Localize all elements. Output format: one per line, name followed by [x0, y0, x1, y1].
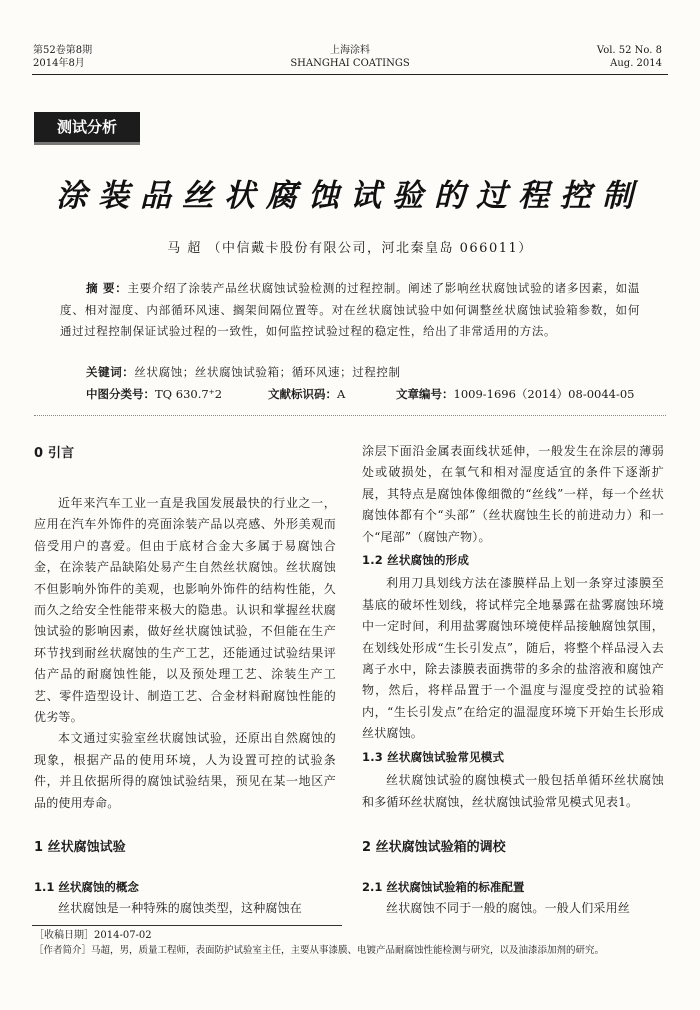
volume-cn: 第52卷第8期 [33, 45, 93, 56]
clc [86, 386, 222, 402]
doc-value: A [337, 387, 346, 401]
section-0-para-1: 近年来汽车工业一直是我国发展最快的行业之一，应用在汽车外饰件的亮面涂装产品以亮感、外形美观而倍受用户的喜爱。但由于底材合金大多属于易腐蚀合金，在涂装产品缺陷处易产生自然丝状腐蚀。丝状腐蚀不但影响外饰件的美观，也影响外饰件的结构性能，久而久之给安全性能带来极大的隐患。认识和掌握丝状腐蚀试验的影响因素，做好丝状腐蚀试验，不但能在生产环节找到耐丝状腐蚀的生产工艺，还能通过试验结果评估产品的耐腐蚀性能，以及预处理工艺、涂装生产工艺、零件造型设计、制造工艺、合金材料耐腐蚀性能的优劣等。 [34, 496, 336, 725]
header-right [597, 44, 662, 70]
date-cn: 2014年8月 [33, 58, 85, 69]
section-0-heading: 0 引言 [34, 446, 75, 461]
section-1-1-para-1: 丝状腐蚀是一种特殊的腐蚀类型，这种腐蚀在 [58, 901, 303, 915]
clc-label: 中图分类号： [86, 387, 155, 401]
volume-en: Vol. 52 No. 8 [596, 45, 662, 56]
section-0-para-2: 本文通过实验室丝状腐蚀试验，还原出自然腐蚀的现象，根据产品的使用环境，人为设置可控的试验条件，并且依据所得的腐蚀试验结果，预见在某一地区产品的使用寿命。 [34, 731, 336, 810]
keywords [86, 364, 401, 380]
journal-en: SHANGHAI COATINGS [290, 58, 410, 69]
article-title: 涂装品丝状腐蚀试验的过程控制 [56, 178, 644, 214]
abstract-text: 主要介绍了涂装产品丝状腐蚀试验检测的过程控制。阐述了影响丝状腐蚀试验的诸多因素，如温度、相对湿度、内部循环风速、搁架间隔位置等。对在丝状腐蚀试验中如何调整丝状腐蚀试验箱参数，如何通过过程控制保证试验过程的一致性，如何监控试验过程的稳定性，给出了非常适用的方法。 [60, 281, 640, 338]
author-line: 马 超 （中信戴卡股份有限公司，河北秦皇岛 066011） [167, 241, 533, 256]
section-1-2-para-1: 利用刀具划线方法在漆膜样品上划一条穿过漆膜至基底的破坏性划线，将试样完全地暴露在盐雾腐蚀环境中一定时间，利用盐雾腐蚀环境使样品接触腐蚀氛围，在划线处形成“生长引发点”，随后，将整个样品浸入去离子水中，除去漆膜表面携带的多余的盐溶液和腐蚀产物，然后，将样品置于一个温度与湿度受控的试验箱内，“生长引发点”在给定的温湿度环境下开始生长形成丝状腐蚀。 [362, 576, 664, 741]
section-2-1-para-1: 丝状腐蚀不同于一般的腐蚀。一般人们采用丝 [386, 901, 631, 915]
author-intro: ［作者简介］马超，男，质量工程师，表面防护试验室主任，主要从事漆膜、电镀产品耐腐蚀性能检测与研究，以及油漆添加剂的研究。 [34, 945, 605, 956]
doc-code [268, 386, 345, 402]
section-2-heading: 2 丝状腐蚀试验箱的调校 [362, 840, 506, 855]
keywords-text: 丝状腐蚀；丝状腐蚀试验箱；循环风速；过程控制 [134, 365, 401, 379]
continued-para: 涂层下面沿金属表面线状延伸，一般发生在涂层的薄弱处或破损处，在氧气和相对湿度适宜的条件下逐渐扩展，其特点是腐蚀体像细微的“丝线”一样，每一个丝状腐蚀体都有个“头部”（丝状腐蚀生长的前进动力）和一个“尾部”（腐蚀产物）。 [362, 444, 664, 544]
clc-value: TQ 630.7⁺2 [155, 387, 223, 401]
section-1-2-heading: 1.2 丝状腐蚀的形成 [362, 553, 470, 568]
art-value: 1009-1696（2014）08-0044-05 [453, 387, 635, 401]
date-en: Aug. 2014 [610, 58, 662, 69]
abstract [60, 278, 640, 343]
footnote-rule [32, 925, 342, 926]
section-tag: 测试分析 [34, 112, 140, 145]
section-1-1-body [34, 898, 336, 919]
section-1-3-para-1: 丝状腐蚀试验的腐蚀模式一般包括单循环丝状腐蚀和多循环丝状腐蚀，丝状腐蚀试验常见模式见表1。 [362, 773, 664, 809]
journal-cn: 上海涂料 [330, 45, 370, 56]
header-center [0, 44, 700, 70]
doc-label: 文献标识码： [268, 387, 337, 401]
section-1-1-heading: 1.1 丝状腐蚀的概念 [34, 880, 139, 894]
section-1-3-heading: 1.3 丝状腐蚀试验常见模式 [362, 749, 505, 764]
header-rule [32, 74, 668, 75]
art-label: 文章编号： [396, 387, 454, 401]
section-2-1-body [362, 898, 664, 919]
abstract-label: 摘 要： [86, 281, 128, 295]
left-column [34, 443, 336, 814]
abstract-divider [34, 415, 666, 416]
right-column [362, 441, 664, 813]
section-1-heading: 1 丝状腐蚀试验 [34, 840, 126, 855]
section-2-1-heading: 2.1 丝状腐蚀试验箱的标准配置 [362, 880, 525, 894]
article-number [396, 386, 635, 402]
received-date: ［收稿日期］2014-07-02 [34, 930, 152, 941]
keywords-label: 关键词： [86, 365, 135, 379]
